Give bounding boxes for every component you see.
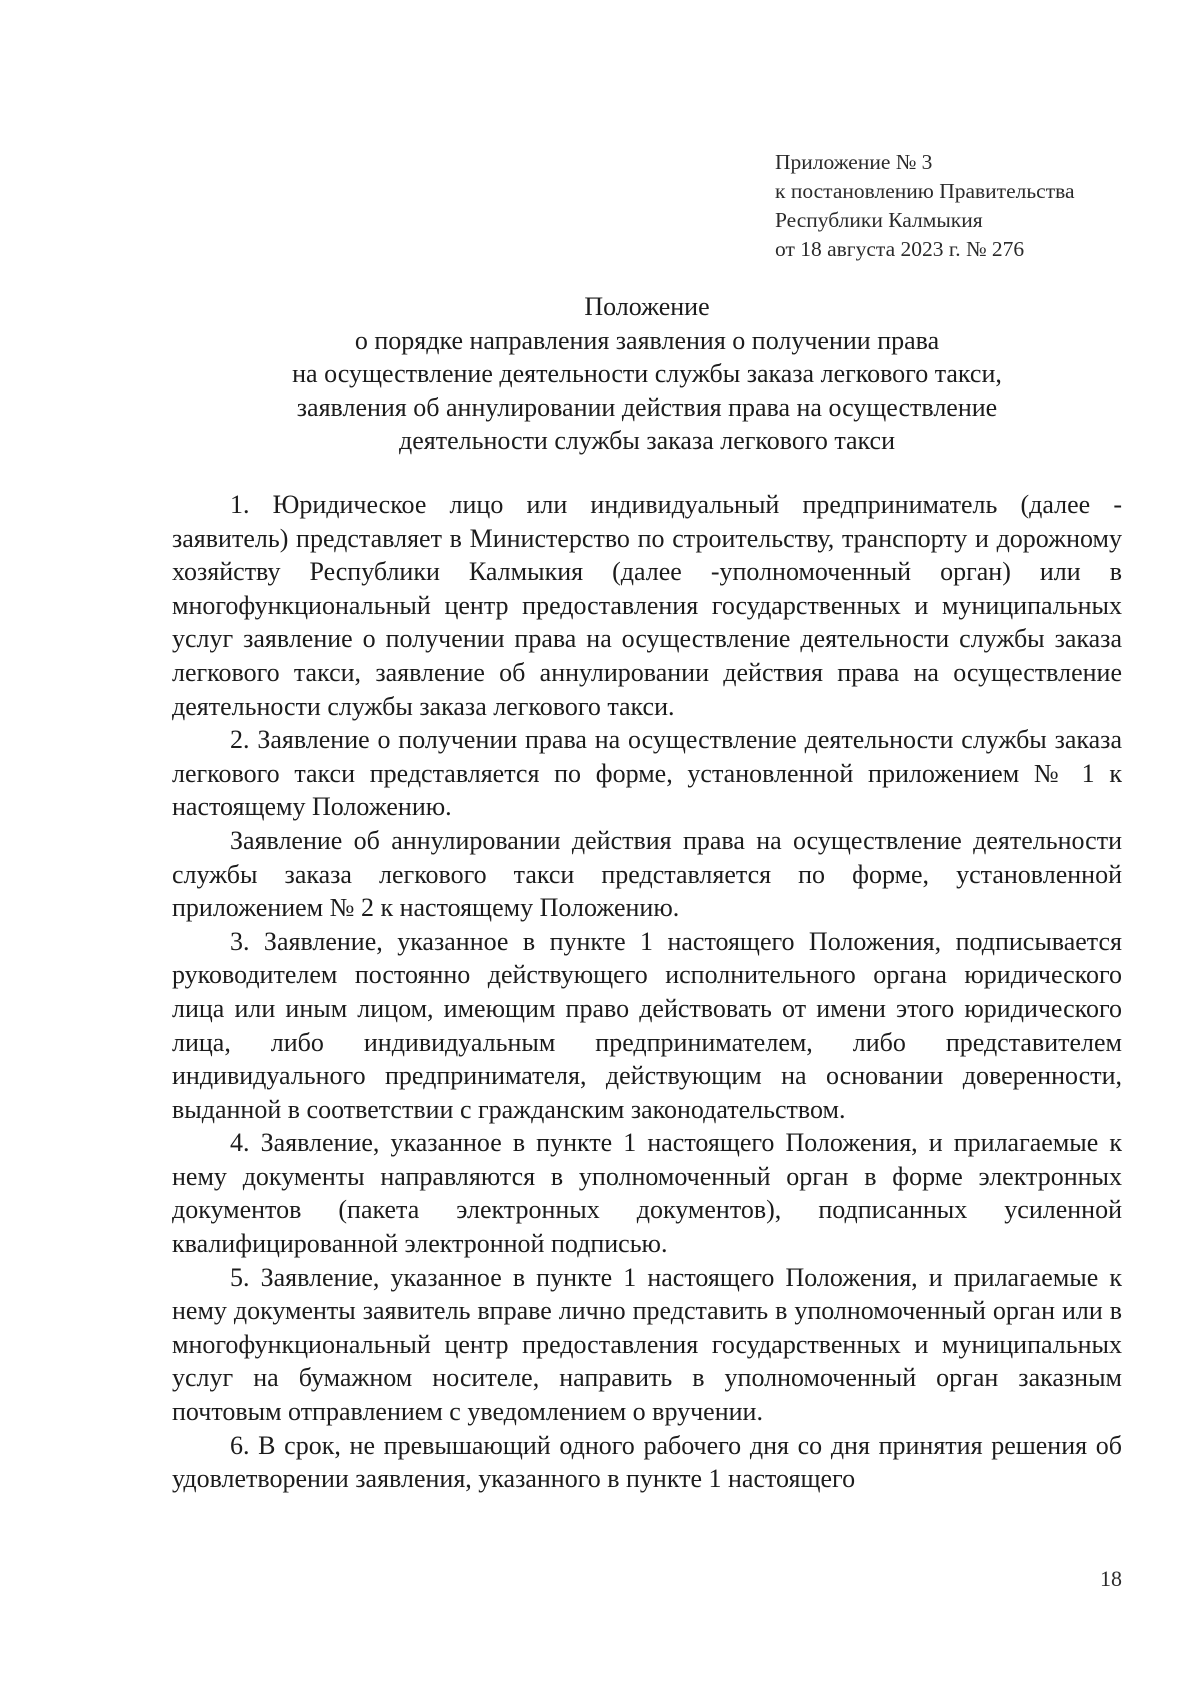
paragraph-1: 1. Юридическое лицо или индивидуальный предприниматель (далее - заявитель) представляет в Министерство по строительству, транспорту и дорожному хозяйству Республики Калмыкия (далее -уполномоченный орган) или в многофункциональный центр предоставления государственных и муниципальных услуг заявление о получении права на осуществление деятельности службы заказа легкового такси, заявление об аннулировании действия права на осуществление деятельности службы заказа легкового такси.	[172, 490, 1122, 721]
title-line: деятельности службы заказа легкового такси	[399, 426, 895, 455]
paragraph-6: 6. В срок, не превышающий одного рабочего дня со дня принятия решения об удовлетворении заявления, указанного в пункте 1 настоящего	[172, 1430, 1122, 1494]
appendix-line: от 18 августа 2023 г. № 276	[775, 237, 1025, 261]
document-title	[172, 290, 1122, 458]
appendix-line: Приложение № 3	[775, 150, 933, 174]
document-body	[172, 488, 1122, 1496]
page-number: 18	[1100, 1566, 1122, 1591]
title-line: о порядке направления заявления о получении права	[354, 325, 940, 355]
paragraph-5: 5. Заявление, указанное в пункте 1 настоящего Положения, и прилагаемые к нему документы заявитель вправе лично представить в уполномоченный орган или в многофункциональный центр предоставления государственных и муниципальных услуг на бумажном носителе, направить в уполномоченный орган заказным почтовым отправлением с уведомлением о вручении.	[172, 1262, 1122, 1427]
title-line: заявления об аннулировании действия права на осуществление	[296, 392, 998, 422]
paragraph-2-cont: Заявление об аннулировании действия права на осуществление деятельности службы заказа легкового такси представляется по форме, установленной приложением № 2 к настоящему Положению.	[172, 825, 1122, 923]
paragraph-2: 2. Заявление о получении права на осуществление деятельности службы заказа легкового такси представляется по форме, установленной приложением № 1 к настоящему Положению.	[172, 725, 1122, 822]
appendix-line: Республики Калмыкия	[775, 208, 983, 232]
title-line: Положение	[584, 292, 710, 321]
title-line: на осуществление деятельности службы заказа легкового такси,	[292, 359, 1002, 388]
appendix-header	[775, 148, 1075, 264]
paragraph-3: 3. Заявление, указанное в пункте 1 настоящего Положения, подписывается руководителем постоянно действующего исполнительного органа юридического лица или иным лицом, имеющим право действовать от имени этого юридического лица, либо индивидуальным предпринимателем, либо представителем индивидуального предпринимателя, действующим на основании доверенности, выданной в соответствии с гражданским законодательством.	[172, 926, 1122, 1124]
appendix-line: к постановлению Правительства	[775, 179, 1075, 203]
paragraph-4: 4. Заявление, указанное в пункте 1 настоящего Положения, и прилагаемые к нему документы направляются в уполномоченный орган в форме электронных документов (пакета электронных документов), подписанных усиленной квалифицированной электронной подписью.	[172, 1128, 1122, 1259]
